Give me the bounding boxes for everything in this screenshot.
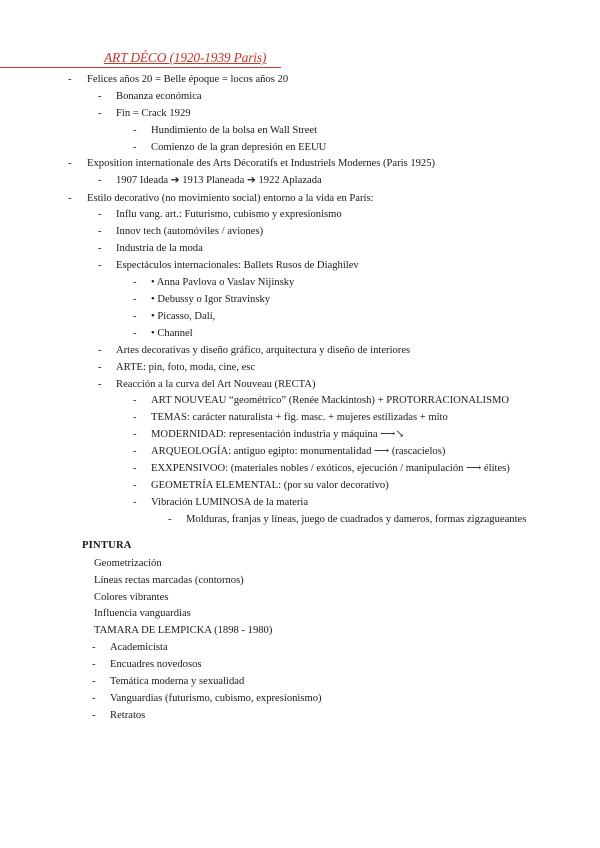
pintura-bullet: Academicista — [110, 642, 168, 653]
list-dash: - — [98, 175, 102, 186]
outline-item: Bonanza económica — [116, 91, 202, 102]
document-title: ART DÉCO (1920-1939 Paris) — [104, 50, 267, 65]
pintura-bullet: Temática moderna y sexualidad — [110, 676, 245, 687]
outline-item: Molduras, franjas y líneas, juego de cuadrados y dameros, formas zigzagueantes — [186, 514, 527, 525]
list-dash: - — [133, 311, 137, 322]
outline-item: Vibración LUMINOSA de la materia — [151, 497, 309, 508]
list-dash: - — [133, 412, 137, 423]
list-dash: - — [133, 328, 137, 339]
list-dash: - — [92, 676, 96, 687]
list-dash: - — [133, 277, 137, 288]
list-dash: - — [98, 108, 102, 119]
list-dash: - — [133, 497, 137, 508]
list-dash: - — [98, 345, 102, 356]
list-dash: - — [168, 514, 172, 525]
list-dash: - — [98, 379, 102, 390]
pintura-line: Influencia vanguardias — [94, 608, 191, 619]
list-dash: - — [98, 260, 102, 271]
title-underline-rule — [0, 67, 281, 68]
outline-item: • Debussy o Igor Stravinsky — [151, 294, 271, 305]
outline-item: Reacción a la curva del Art Nouveau (RECTA) — [116, 379, 316, 390]
list-dash: - — [133, 446, 137, 457]
outline-item: • Channel — [151, 328, 193, 339]
outline-item: EXXPENSIVOO: (materiales nobles / exóticos, ejecución / manipulación ⟶ élites) — [151, 463, 510, 474]
list-dash: - — [92, 693, 96, 704]
list-dash: - — [92, 642, 96, 653]
outline-item: GEOMETRÍA ELEMENTAL: (por su valor decorativo) — [151, 480, 389, 491]
outline-item: Espectáculos internacionales: Ballets Rusos de Diaghilev — [116, 260, 359, 271]
list-dash: - — [133, 125, 137, 136]
list-dash: - — [68, 74, 72, 85]
list-dash: - — [133, 294, 137, 305]
list-dash: - — [133, 142, 137, 153]
outline-item: Innov tech (automóviles / aviones) — [116, 226, 264, 237]
pintura-line: TAMARA DE LEMPICKA (1898 - 1980) — [94, 625, 273, 636]
outline-item: TEMAS: carácter naturalista + fig. masc. + mujeres estilizadas + mito — [151, 412, 448, 423]
outline-item: • Picasso, Dalí, — [151, 311, 216, 322]
outline-item: Fin = Crack 1929 — [116, 108, 191, 119]
list-dash: - — [133, 480, 137, 491]
list-dash: - — [68, 158, 72, 169]
list-dash: - — [98, 91, 102, 102]
outline-item: ARTE: pin, foto, moda, cine, esc — [116, 362, 256, 373]
list-dash: - — [133, 395, 137, 406]
list-dash: - — [68, 193, 72, 204]
outline-item: MODERNIDAD: representación industria y máquina ⟶↘ — [151, 429, 405, 440]
pintura-bullet: Retratos — [110, 710, 146, 721]
outline-item: Industria de la moda — [116, 243, 203, 254]
pintura-line: Geometrización — [94, 558, 162, 569]
list-dash: - — [133, 463, 137, 474]
outline-item: • Anna Pavlova o Vaslav Nijinsky — [151, 277, 295, 288]
list-dash: - — [98, 209, 102, 220]
list-dash: - — [98, 362, 102, 373]
outline-item: Hundimiento de la bolsa en Wall Street — [151, 125, 318, 136]
outline-item: 1907 Ideada ➔ 1913 Planeada ➔ 1922 Aplazada — [116, 175, 322, 186]
outline-item: Exposition internationale des Arts Décoratifs et Industriels Modernes (Paris 1925) — [87, 158, 436, 169]
list-dash: - — [92, 710, 96, 721]
outline-item: Influ vang. art.: Futurismo, cubismo y expresionismo — [116, 209, 342, 220]
list-dash: - — [98, 243, 102, 254]
pintura-line: Líneas rectas marcadas (contornos) — [94, 575, 244, 586]
pintura-bullet: Encuadres novedosos — [110, 659, 202, 670]
outline-item: Artes decorativas y diseño gráfico, arquitectura y diseño de interiores — [116, 345, 411, 356]
pintura-bullet: Vanguardias (futurismo, cubismo, expresionismo) — [110, 693, 322, 704]
section-heading-pintura: PINTURA — [82, 540, 132, 551]
list-dash: - — [98, 226, 102, 237]
outline-item: ART NOUVEAU “geométrico” (Renée Mackintosh) + PROTORRACIONALISMO — [151, 395, 510, 406]
pintura-line: Colores vibrantes — [94, 592, 169, 603]
outline-item: ARQUEOLOGÍA: antiguo egipto: monumentalidad ⟶ (rascacielos) — [151, 446, 446, 457]
list-dash: - — [92, 659, 96, 670]
outline-item: Felices años 20 = Belle époque = locos años 20 — [87, 74, 289, 85]
list-dash: - — [133, 429, 137, 440]
outline-item: Estilo decorativo (no movimiento social) entorno a la vida en París: — [87, 193, 374, 204]
outline-item: Comienzo de la gran depresión en EEUU — [151, 142, 327, 153]
